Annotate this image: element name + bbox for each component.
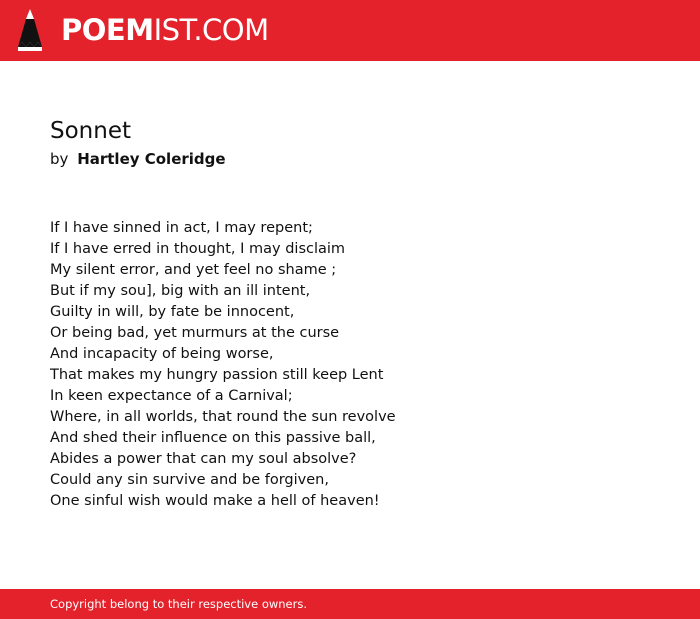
- poem-line: That makes my hungry passion still keep Lent: [50, 367, 384, 383]
- poem-line: In keen expectance of a Carnival;: [50, 388, 293, 404]
- logo-text: [61, 9, 269, 51]
- site-footer: [0, 589, 700, 619]
- poem-line: Where, in all worlds, that round the sun revolve: [50, 409, 396, 425]
- poem-line: If I have sinned in act, I may repent;: [50, 220, 313, 236]
- poem-body: [50, 218, 396, 512]
- author-name[interactable]: Hartley Coleridge: [77, 150, 226, 168]
- site-logo[interactable]: [17, 9, 269, 51]
- poem-line: Guilty in will, by fate be innocent,: [50, 304, 295, 320]
- poem-line: And incapacity of being worse,: [50, 346, 274, 362]
- site-header: [0, 0, 700, 61]
- logo-text-light: IST.COM: [153, 13, 269, 47]
- pencil-tip-icon: [17, 9, 43, 51]
- copyright-notice: Copyright belong to their respective owners.: [50, 597, 308, 611]
- poem-line: Or being bad, yet murmurs at the curse: [50, 325, 340, 341]
- by-label: by: [50, 150, 69, 168]
- poem-line: Could any sin survive and be forgiven,: [50, 472, 329, 488]
- poem-line: My silent error, and yet feel no shame ;: [50, 262, 337, 278]
- poem-line: But if my sou], big with an ill intent,: [50, 283, 311, 299]
- poem-line: If I have erred in thought, I may disclaim: [50, 241, 346, 257]
- logo-text-strong: POEM: [61, 13, 154, 47]
- poem-line: One sinful wish would make a hell of heaven!: [50, 493, 380, 509]
- poem-line: And shed their influence on this passive ball,: [50, 430, 376, 446]
- poem-title: Sonnet: [50, 118, 131, 144]
- byline: [50, 149, 226, 169]
- poem-line: Abides a power that can my soul absolve?: [50, 451, 357, 467]
